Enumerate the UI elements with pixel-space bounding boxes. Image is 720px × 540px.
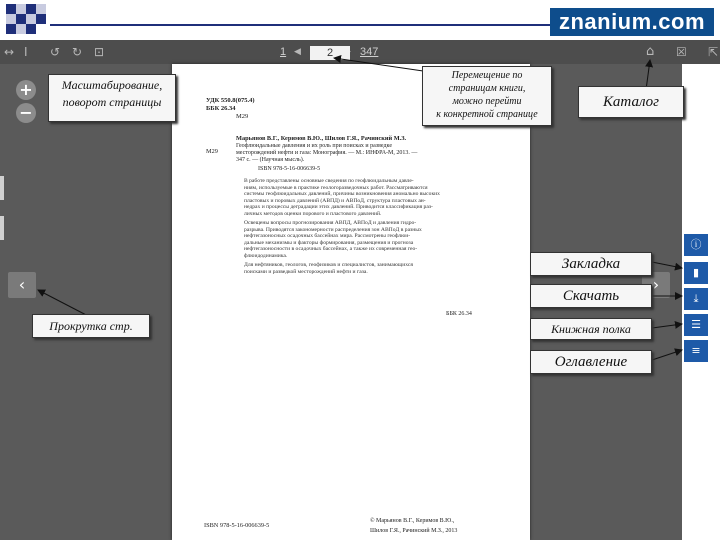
callout-download: Скачать [530,284,652,308]
brand-logo[interactable]: znanium.com [550,8,714,36]
abstract-paragraph: Для нефтяников, геологов, геофизиков и специалистов, занимающихся поисками и разведкой месторождений нефти и газа. [244,262,413,275]
callout-zoom: Масштабирование, поворот страницы [48,74,176,122]
close-icon[interactable]: ☒ [676,45,687,59]
download-icon[interactable]: ⤓ [684,288,708,310]
list-icon[interactable]: ≡ [684,340,708,362]
page-number-input[interactable]: 2 [310,46,350,60]
udk-line: УДК 550.8(075.4) [206,97,255,104]
callout-shelf: Книжная полка [530,318,652,340]
text-cursor-icon[interactable]: Ι [24,45,28,59]
zoom-out-button[interactable]: − [16,103,36,123]
copyright-line: © Марьянов В.Г., Керимов В.Ю., [370,518,455,524]
book-authors: Марьянов В.Г., Керимов В.Ю., Шилов Г.Я., Рачинский М.З. [236,135,407,142]
abstract-paragraph: Освещены вопросы прогнозирования АВПД, АВПоД и давления гидро- разрыва. Приводятся закономерности распределения зон АВПоД в разных нефтегазоносных осадочных бассейнах мира. Рассмотрены геофлюи- дальные механизмы и факторы формирования, размещения и прогноза нефтегазоносности в осадочных бассейнах, а также их современная гео- флюидодинамика. [244,220,422,259]
decor-square [6,14,16,24]
author-code-left: М29 [206,148,218,155]
bbk-right: ББК 26.34 [446,311,472,317]
decor-square [16,14,26,24]
bookmark-icon[interactable]: ▮ [684,262,708,284]
decor-rule [50,24,550,26]
side-tab[interactable] [0,216,4,240]
decor-square [6,4,16,14]
author-code: М29 [236,113,249,120]
collapse-icon[interactable]: ⇱ [708,45,719,59]
viewer-toolbar [0,40,720,64]
decor-square [6,24,16,34]
decor-square [26,4,36,14]
prev-page-icon[interactable]: ◀ [294,47,301,57]
bbk-line: ББК 26.34 [206,105,236,112]
info-icon[interactable]: ⓘ [684,234,708,256]
zoom-in-button[interactable]: + [16,80,36,100]
expand-icon[interactable]: ↔ [4,45,15,59]
callout-contents: Оглавление [530,350,652,374]
last-page-link[interactable]: 347 [360,46,379,58]
callout-bookmark: Закладка [530,252,652,276]
side-tab[interactable] [0,176,4,200]
decor-square [36,14,46,24]
rotate-right-icon[interactable]: ↻ [72,45,83,59]
callout-scroll: Прокрутка стр. [32,314,150,338]
fit-icon[interactable]: ⊡ [94,45,105,59]
shelf-icon[interactable]: ☰ [684,314,708,336]
next-page-button[interactable]: › [642,272,670,298]
callout-catalog: Каталог [578,86,684,118]
decor-square [16,24,26,34]
callout-navigate: Перемещение по страницам книги, можно перейти к конкретной странице [422,66,552,126]
prev-page-button[interactable]: ‹ [8,272,36,298]
first-page-link[interactable]: 1 [280,46,287,58]
footer-isbn: ISBN 978-5-16-006639-5 [204,522,270,529]
decor-square [16,4,26,14]
decor-square [26,14,36,24]
book-isbn: ISBN 978-5-16-006639-5 [258,166,321,172]
home-icon[interactable]: ⌂ [646,44,655,59]
book-title: Геофлюидальные давления и их роль при поисках и разведке месторождений нефти и газа: Монография. — М.: ИНФРА-М, 2013. — 347 с. — (Научная мысль). [236,143,418,164]
abstract-paragraph: В работе представлены основные сведения по геофлюидальным давле- ниям, используемые в практике геологоразведочных работ. Рассматриваются системы геофлюидальных давлений, причины возникновения аномально высоких пластовых и поровых давлений (АВПД) и АВПоД, структура пластовых ан- недрах и процессы деградации этих давлений. Приводится классификация раз- личных методов оценки порового и пластового давлений. [244,178,440,217]
decor-square [26,24,36,34]
decor-square [36,4,46,14]
rotate-left-icon[interactable]: ↺ [50,45,61,59]
copyright-line: Шилов Г.Я., Рачинский М.З., 2013 [370,528,458,534]
